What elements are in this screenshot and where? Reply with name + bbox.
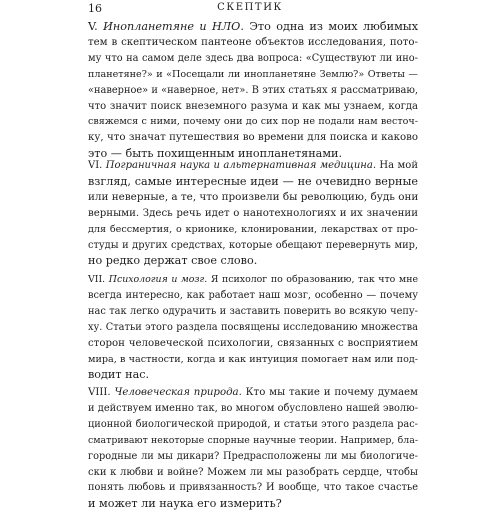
section-numeral: V. [88,20,98,33]
paragraph-line: для бессмертия, о крионике, клонировании, лекарствах от про- [88,223,418,235]
paragraph-line: но редко держат свое слово. [88,254,258,268]
section-aliens-ufo [88,19,418,162]
page-header [88,2,412,16]
paragraph-line: мира, в частности, когда и как интуиция помогает нам или под- [88,353,418,365]
page-number: 16 [88,2,102,15]
section-numeral: VIII. [88,387,111,398]
paragraph-line: VII. Психология и мозг. Я психолог по образованию, так что мне [88,274,419,285]
paragraph-line: ку, что значат путешествия во времени для поиска и каково [88,132,418,144]
section-title: Психология и мозг [108,274,205,285]
running-title: СКЕПТИК [217,2,283,13]
section-title: Пограничная наука и альтернативная медицина [105,160,373,171]
paragraph-line: нас так легко одурачить и заставить поверить во всякую чепу- [88,305,418,317]
section-human-nature [88,385,418,512]
paragraph-line: свяжемся с ними, почему они до сих пор не подали нам весточ- [88,116,418,128]
paragraph-line: водит нас. [88,368,150,382]
section-psychology-brain [88,272,418,383]
paragraph-line: сматривают некоторые спорные научные теории. Например, бла- [88,434,418,446]
paragraph-line: студы и других средствах, которые обещают перевернуть мир, [88,239,418,251]
paragraph-line: всегда интересно, как работает наш мозг, особенно — почему [88,289,418,301]
section-numeral: VI. [88,160,103,171]
paragraph-line: что значит поиск внеземного разума и как мы узнаем, когда [88,100,418,112]
paragraph-line: и может ли наука его измерить? [88,497,282,511]
paragraph-line: понять любовь и привязанность? И вообще, что такое счастье [88,482,418,494]
paragraph-line: ху. Статьи этого раздела посвящены исследованию множества [88,321,418,333]
paragraph-line: и действуем именно так, во многом обусловлено нашей эволю- [88,402,418,414]
paragraph-line: сторон человеческой психологии, связанных с восприятием [88,337,418,349]
paragraph-line: тем в скептическом пантеоне объектов исследования, пото- [88,36,418,48]
paragraph-line: верными. Здесь речь идет о нанотехнологиях и их значении [88,207,418,219]
section-title: Инопланетяне и НЛО [103,20,241,33]
paragraph-line: V. Инопланетяне и НЛО. Это одна из моих любимых [88,20,419,33]
paragraph-line: городные ли мы дикари? Предрасположены ли мы биологиче- [88,450,418,462]
paragraph-line: планетяне?» и «Посещали ли инопланетяне Землю?» Ответы — [88,68,418,80]
section-title: Человеческая природа [114,387,239,398]
paragraph-line: «наверное» и «наверное, нет». В этих статьях я рассматриваю, [88,84,418,96]
section-numeral: VII. [88,274,106,285]
paragraph-line: ционной биологической природой, и статьи этого раздела рас- [88,418,418,430]
paragraph-line: му что на самом деле здесь два вопроса: «Существуют ли ино- [88,52,418,64]
paragraph-line: VIII. Человеческая природа. Кто мы такие и почему думаем [88,387,418,398]
section-fringe-science [88,158,418,269]
paragraph-line: ски к любви и войне? Можем ли мы разобрать сердце, чтобы [88,466,418,478]
paragraph-line: взгляд, самые интересные идеи — не очевидно верные [88,174,418,188]
paragraph-line: это — быть похищенным инопланетянами. [88,147,343,161]
paragraph-line: или неверные, а те, что произвели бы революцию, будь они [88,190,419,203]
paragraph-line: VI. Пограничная наука и альтернативная медицина. На мой [88,160,418,171]
